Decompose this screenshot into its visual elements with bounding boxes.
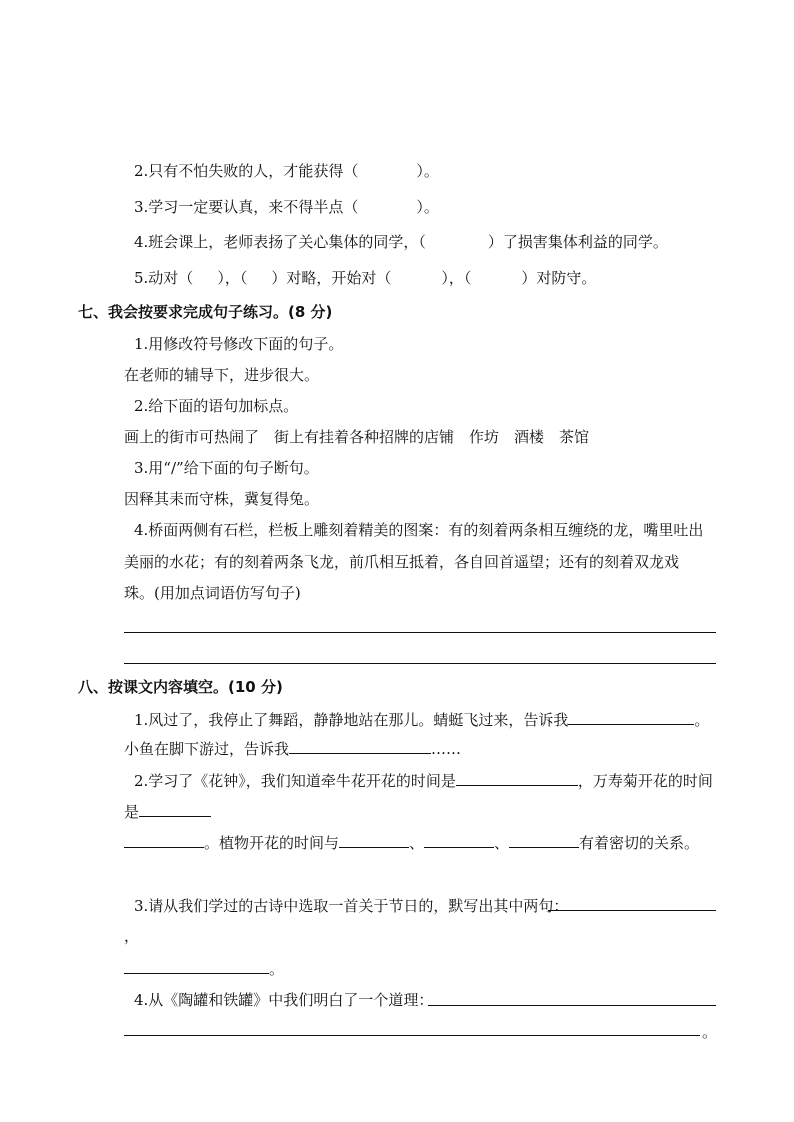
question-text: 5.动对（ [134, 269, 194, 287]
question-8-1-line-1 [134, 709, 709, 730]
separator-text: 、 [494, 834, 510, 852]
answer-blank[interactable] [124, 958, 269, 974]
question-6-3 [134, 197, 439, 217]
question-8-1-line-2 [124, 738, 461, 759]
answer-line[interactable] [548, 910, 716, 911]
separator-text: 、 [409, 834, 425, 852]
question-text: ）对防守。 [521, 269, 597, 287]
question-8-4-end: 。 [702, 1023, 718, 1041]
answer-blank[interactable] [139, 801, 211, 817]
answer-blank[interactable] [568, 709, 694, 725]
question-7-3-sentence: 因释其耒而守株，冀复得兔。 [124, 490, 320, 508]
answer-line[interactable] [124, 1035, 700, 1036]
section-7-heading: 七、我会按要求完成句子练习。(8 分) [78, 303, 333, 321]
question-7-2: 2.给下面的语句加标点。 [134, 397, 299, 415]
question-text: ，万寿菊开花的时间 [577, 772, 713, 790]
answer-blank[interactable] [124, 832, 204, 848]
question-8-2-line-3 [124, 832, 699, 853]
question-7-1-sentence: 在老师的辅导下，进步很大。 [124, 366, 320, 384]
question-text-end: 。 [269, 960, 285, 978]
question-text: ），（ [217, 269, 248, 287]
question-text-end: ）。 [416, 162, 439, 180]
question-text: 2.学习了《花钟》，我们知道牵牛花开花的时间是 [134, 772, 456, 790]
question-7-1: 1.用修改符号修改下面的句子。 [134, 335, 344, 353]
question-text: 小鱼在脚下游过，告诉我 [124, 740, 290, 758]
question-text: 3.学习一定要认真，来不得半点（ [134, 198, 359, 216]
answer-blank[interactable] [509, 832, 579, 848]
question-8-3-line-2: ， [124, 927, 140, 945]
answer-line[interactable] [124, 632, 716, 633]
answer-blank[interactable] [456, 770, 578, 786]
answer-blank[interactable] [339, 832, 409, 848]
question-text: 4.班会课上，老师表扬了关心集体的同学，（ [134, 233, 426, 251]
question-text: ），（ [441, 269, 472, 287]
question-text: 3.请从我们学过的古诗中选取一首关于节日的，默写出其中两句： [134, 897, 569, 915]
question-text-end: 有着密切的关系。 [579, 834, 700, 852]
question-6-2 [134, 161, 439, 181]
question-7-4-line-3: 珠。(用加点词语仿写句子) [124, 584, 301, 602]
question-text: 。植物开花的时间与 [204, 834, 340, 852]
question-7-4-line-2: 美丽的水花；有的刻着两条飞龙，前爪相互抵着，各自回首遥望；还有的刻着双龙戏 [124, 553, 680, 571]
answer-blank[interactable] [289, 738, 431, 754]
question-text: 1.风过了，我停止了舞蹈，静静地站在那儿。蜻蜓飞过来，告诉我 [134, 711, 569, 729]
answer-blank[interactable] [424, 832, 494, 848]
question-8-4-line-1 [134, 990, 433, 1010]
question-text: 4.从《陶罐和铁罐》中我们明白了一个道理： [134, 991, 434, 1009]
question-8-3-line-3 [124, 958, 284, 979]
question-7-2-sentence: 画上的街市可热闹了 街上有挂着各种招牌的店铺 作坊 酒楼 茶馆 [124, 428, 590, 446]
question-8-2-line-1 [134, 770, 713, 791]
question-8-3-line-1 [134, 896, 568, 916]
question-text-end: ）了损害集体利益的同学。 [487, 233, 668, 251]
question-text: ）对略，开始对（ [271, 269, 392, 287]
question-6-4 [134, 232, 668, 252]
section-8-heading: 八、按课文内容填空。(10 分) [78, 678, 283, 696]
question-7-4-line-1: 4.桥面两侧有石栏，栏板上雕刻着精美的图案：有的刻着两条相互缠绕的龙，嘴里吐出 [134, 521, 704, 539]
question-text-end: …… [431, 740, 462, 758]
question-text-end: ）。 [416, 198, 439, 216]
question-text-end: 。 [694, 711, 710, 729]
question-7-3: 3.用“/”给下面的句子断句。 [134, 459, 319, 477]
answer-line[interactable] [428, 1005, 716, 1006]
question-6-5 [134, 268, 596, 288]
question-8-2-line-2 [124, 801, 211, 822]
question-text: 2.只有不怕失败的人，才能获得（ [134, 162, 359, 180]
answer-line[interactable] [124, 663, 716, 664]
question-text: 是 [124, 803, 140, 821]
